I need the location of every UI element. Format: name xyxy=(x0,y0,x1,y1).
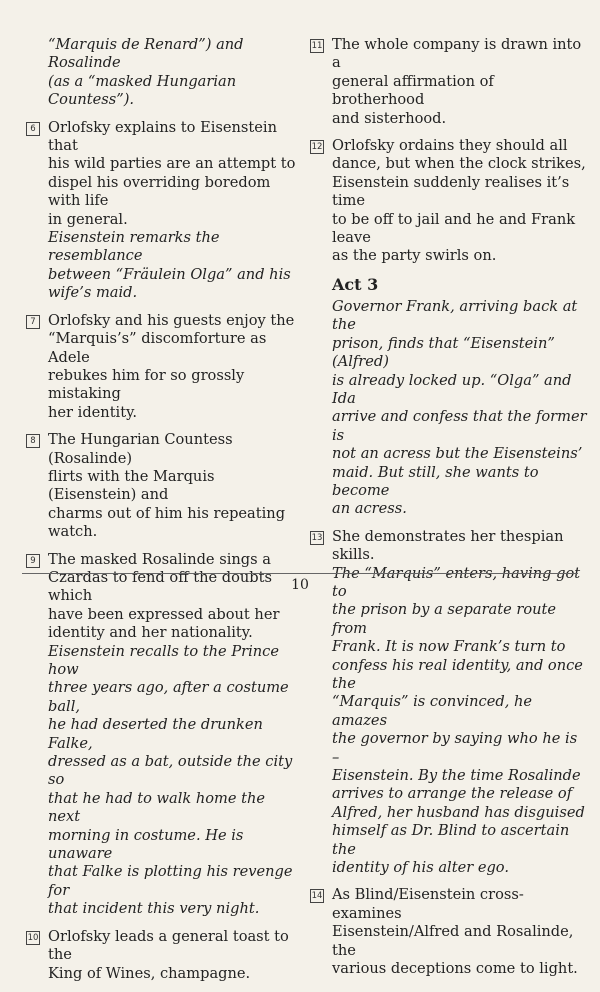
text-line: prison, finds that “Eisenstein” (Alfred) xyxy=(332,334,555,371)
left-column xyxy=(26,36,300,992)
text-line: Czardas to fend off the doubts which xyxy=(48,568,272,605)
text-line: the governor by saying who he is – xyxy=(332,730,578,766)
text-line: The masked Rosalinde sings a xyxy=(48,550,271,568)
text-line: the prison by a separate route from xyxy=(332,601,557,637)
text-line: dispel his overriding boredom with life xyxy=(48,173,271,210)
text-line: The Hungarian Countess (Rosalinde) xyxy=(48,431,233,467)
text-line: arrive and confess that the former is xyxy=(332,408,587,444)
text-line: that he had to walk home the next xyxy=(48,789,266,826)
track-12 xyxy=(310,137,588,266)
text-line: Eisenstein remarks the resemblance xyxy=(48,229,220,265)
text-line: wife’s maid. xyxy=(48,284,138,302)
text-line: The “Marquis” enters, having got to xyxy=(332,564,581,600)
track-10 xyxy=(26,928,300,983)
text-line: his wild parties are an attempt to xyxy=(48,155,296,173)
text-line: King of Wines, champagne. xyxy=(48,964,251,982)
text-line: flirts with the Marquis (Eisenstein) and xyxy=(48,467,215,504)
text-line: Eisenstein recalls to the Prince how xyxy=(48,642,279,678)
track-9 xyxy=(26,551,300,919)
text-line: The whole company is drawn into a xyxy=(332,36,582,72)
intro-paragraph xyxy=(26,36,300,110)
page-number: 10 xyxy=(291,577,309,593)
text-line: rebukes him for so grossly mistaking xyxy=(48,366,245,403)
text-line: watch. xyxy=(48,523,98,541)
text-line: charms out of him his repeating xyxy=(48,504,286,522)
text-line: general affirmation of brotherhood xyxy=(332,72,494,109)
text-line: dance, but when the clock strikes, xyxy=(332,155,586,173)
track-number: 8 xyxy=(26,434,40,448)
text-line: Alfred, her husband has disguised xyxy=(332,803,585,821)
text-line: in general. xyxy=(48,210,128,228)
text-line: is already locked up. “Olga” and Ida xyxy=(332,371,572,407)
text-line: Eisenstein/Alfred and Rosalinde, the xyxy=(332,923,574,959)
text-line: Orlofsky explains to Eisenstein that xyxy=(48,118,277,155)
text-line: “Marquis” is convinced, he amazes xyxy=(332,693,533,729)
text-line: Orlofsky leads a general toast to the xyxy=(48,927,289,964)
footer-rule xyxy=(22,573,578,574)
text-line: three years ago, after a costume ball, xyxy=(48,679,289,715)
text-line: that incident this very night. xyxy=(48,900,260,918)
text-line: not an acress but the Eisensteins’ xyxy=(332,445,583,463)
text-line: (as a “masked Hungarian Countess”). xyxy=(48,72,237,109)
text-line: and sisterhood. xyxy=(332,109,447,127)
act-heading: Act 3 xyxy=(332,274,379,294)
text-line: an acress. xyxy=(332,500,407,518)
text-line: confess his real identity, and once the xyxy=(332,656,583,692)
text-line: Orlofsky and his guests enjoy the xyxy=(48,311,295,329)
text-line: identity of his alter ego. xyxy=(332,859,509,877)
track-6 xyxy=(26,119,300,303)
text-line: have been expressed about her xyxy=(48,605,280,623)
right-column xyxy=(310,36,588,988)
text-line: identity and her nationality. xyxy=(48,624,253,642)
text-line: She demonstrates her thespian skills. xyxy=(332,527,564,564)
text-line: to be off to jail and he and Frank leave xyxy=(332,210,576,247)
track-number: 12 xyxy=(311,142,323,153)
track-number: 6 xyxy=(26,122,40,136)
text-line: As Blind/Eisenstein cross-examines xyxy=(332,886,524,922)
text-line: Governor Frank, arriving back at the xyxy=(332,297,578,334)
text-line: he had deserted the drunken Falke, xyxy=(48,716,263,752)
track-8 xyxy=(26,431,300,541)
text-line: “Marquis’s” discomforture as Adele xyxy=(48,330,267,366)
text-line: morning in costume. He is unaware xyxy=(48,826,244,863)
track-number: 7 xyxy=(26,315,40,329)
track-number: 9 xyxy=(26,554,40,568)
track-7 xyxy=(26,312,300,422)
track-number: 10 xyxy=(27,932,39,943)
track-number: 13 xyxy=(311,532,323,543)
text-line: himself as Dr. Blind to ascertain the xyxy=(332,822,570,858)
text-line: Eisenstein suddenly realises it’s time xyxy=(332,173,570,210)
text-line: her identity. xyxy=(48,403,138,421)
text-line: maid. But still, she wants to become xyxy=(332,463,539,499)
text-line: between “Fräulein Olga” and his xyxy=(48,265,291,283)
track-number: 14 xyxy=(311,891,323,902)
text-line: that Falke is plotting his revenge for xyxy=(48,863,293,899)
track-11 xyxy=(310,36,588,128)
text-line: dressed as a bat, outside the city so xyxy=(48,753,293,789)
text-line: arrives to arrange the release of xyxy=(332,785,573,803)
text-line: Frank. It is now Frank’s turn to xyxy=(332,638,566,656)
text-line: Eisenstein. By the time Rosalinde xyxy=(332,767,581,785)
text-line: various deceptions come to light. xyxy=(332,960,578,978)
track-number: 11 xyxy=(311,41,323,51)
track-14 xyxy=(310,886,588,978)
act3-synopsis xyxy=(310,298,588,519)
text-line: Orlofsky ordains they should all xyxy=(332,137,568,155)
text-line: as the party swirls on. xyxy=(332,247,497,265)
text-line: “Marquis de Renard”) and Rosalinde xyxy=(48,36,244,72)
